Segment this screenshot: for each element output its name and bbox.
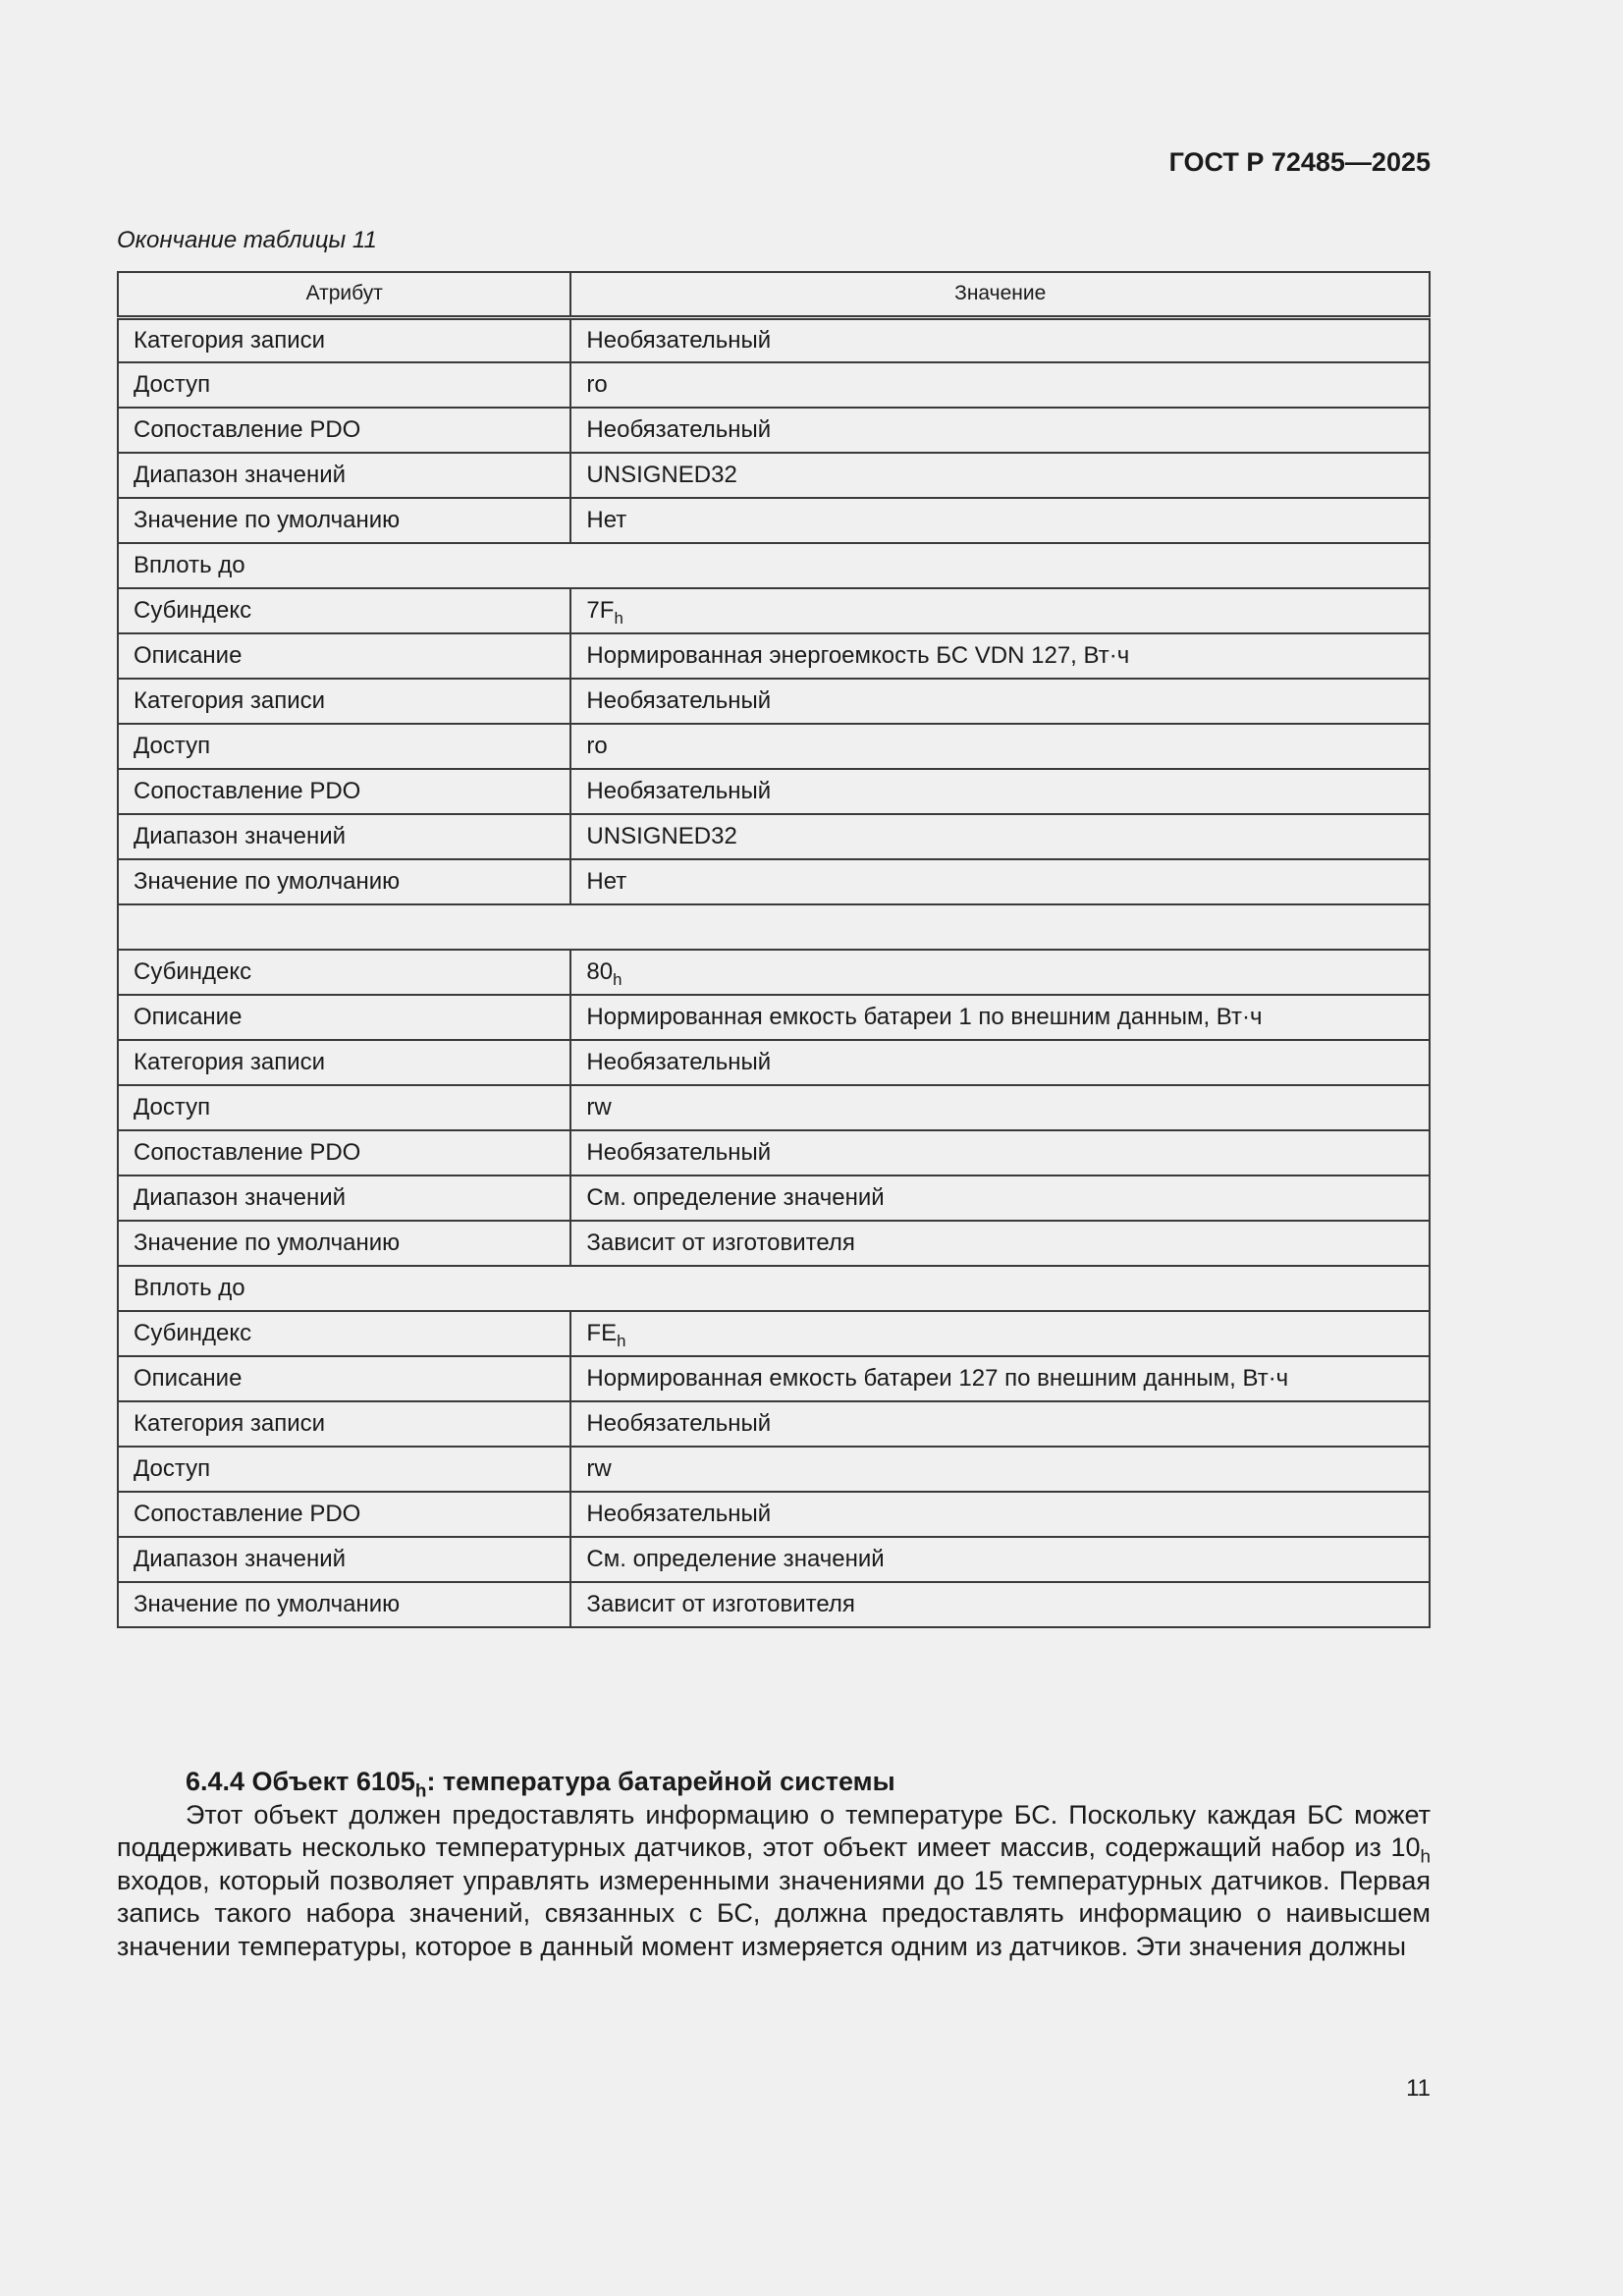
attribute-cell: Категория записи [118,679,570,724]
value-text: rw [586,1455,612,1482]
value-text: Необязательный [586,778,772,804]
value-cell [570,724,1430,769]
value-cell [570,633,1430,679]
value-cell [570,1311,1430,1356]
value-subscript: h [614,608,623,628]
value-text: 7F [586,597,615,624]
table-row [118,588,1430,633]
document-id: ГОСТ Р 72485—2025 [1168,147,1431,177]
value-text: Необязательный [586,1049,772,1075]
value-cell [570,950,1430,995]
table-row [118,1085,1430,1130]
column-header-attribute: Атрибут [118,272,570,317]
value-cell [570,317,1430,362]
table-header-row [118,272,1430,317]
paragraph-text-end: входов, который позволяет управлять измеренными значениями до 15 температурных датчиков. Первая запись такого набора значений, связанных с БС, должна предоставлять информацию о наивысшем значении температуры, которое в данный момент измеряется одним из датчиков. Эти значения должны [117,1865,1431,1961]
attribute-cell: Сопоставление PDO [118,1130,570,1175]
attribute-cell: Диапазон значений [118,814,570,859]
table-row [118,679,1430,724]
column-header-value: Значение [570,272,1430,317]
table-row [118,1221,1430,1266]
attribute-cell: Значение по умолчанию [118,498,570,543]
attribute-cell: Значение по умолчанию [118,859,570,904]
value-text: rw [586,1094,612,1121]
attribute-cell: Доступ [118,724,570,769]
table-row [118,1175,1430,1221]
attribute-cell: Описание [118,995,570,1040]
table-row [118,1130,1430,1175]
span-cell [118,904,1430,950]
value-cell [570,769,1430,814]
value-cell [570,859,1430,904]
value-cell [570,1537,1430,1582]
value-cell [570,362,1430,408]
attribute-cell: Описание [118,1356,570,1401]
table-row [118,859,1430,904]
attribute-cell: Субиндекс [118,950,570,995]
attribute-cell: Субиндекс [118,1311,570,1356]
attribute-cell: Доступ [118,362,570,408]
value-text: Нормированная емкость батареи 1 по внешним данным, Вт·ч [586,1004,1263,1030]
table-row [118,1447,1430,1492]
table-row [118,724,1430,769]
value-cell [570,1130,1430,1175]
table-body [118,317,1430,1627]
value-text: Нет [586,507,627,533]
section-6-4-4 [117,1766,1431,1963]
table-caption: Окончание таблицы 11 [117,227,377,253]
heading-subscript: h [414,1780,427,1802]
attribute-cell: Значение по умолчанию [118,1582,570,1627]
table-row [118,814,1430,859]
table-row [118,1311,1430,1356]
value-cell [570,1492,1430,1537]
value-text: ro [586,733,608,759]
value-cell [570,1582,1430,1627]
value-text: Необязательный [586,687,772,714]
value-cell [570,408,1430,453]
value-text: Нормированная емкость батареи 127 по внешним данным, Вт·ч [586,1365,1289,1392]
table-row [118,633,1430,679]
value-cell [570,679,1430,724]
attribute-cell: Категория записи [118,1040,570,1085]
value-subscript: h [613,969,622,989]
table-row [118,1537,1430,1582]
table-row [118,904,1430,950]
table-row [118,1356,1430,1401]
value-text: См. определение значений [586,1184,885,1211]
table-row [118,995,1430,1040]
attribute-cell: Диапазон значений [118,453,570,498]
span-cell: Вплоть до [118,543,1430,588]
table-row [118,362,1430,408]
value-text: UNSIGNED32 [586,462,737,488]
value-cell [570,1085,1430,1130]
value-subscript: h [617,1331,626,1350]
attribute-cell: Сопоставление PDO [118,1492,570,1537]
value-cell [570,1356,1430,1401]
table-row [118,498,1430,543]
table-row [118,1492,1430,1537]
table-row [118,1040,1430,1085]
value-text: UNSIGNED32 [586,823,737,849]
value-text: ro [586,371,608,398]
value-cell [570,1401,1430,1447]
paragraph-text: Этот объект должен предоставлять информацию о температуре БС. Поскольку каждая БС может поддерживать несколько температурных датчиков, этот объект имеет массив, содержащий набор из 10 [117,1799,1431,1862]
table-row [118,1582,1430,1627]
attribute-cell: Субиндекс [118,588,570,633]
table-row [118,453,1430,498]
table-row [118,769,1430,814]
table-row [118,1266,1430,1311]
value-text: Необязательный [586,1501,772,1527]
value-text: 80 [586,958,614,985]
table-row [118,408,1430,453]
value-cell [570,1175,1430,1221]
span-cell: Вплоть до [118,1266,1430,1311]
value-text: FE [586,1320,618,1346]
attribute-table [117,271,1431,1628]
value-cell [570,1221,1430,1266]
value-cell [570,1447,1430,1492]
value-cell [570,814,1430,859]
value-text: Необязательный [586,326,772,354]
value-cell [570,453,1430,498]
section-heading [117,1766,1431,1802]
attribute-cell: Категория записи [118,1401,570,1447]
page-number: 11 [1406,2075,1431,2102]
value-text: См. определение значений [586,1546,885,1572]
heading-text-end: : температура батарейной системы [426,1767,895,1796]
value-cell [570,498,1430,543]
attribute-cell: Диапазон значений [118,1537,570,1582]
paragraph-subscript: h [1420,1846,1431,1868]
value-text: Необязательный [586,1410,772,1437]
attribute-cell: Значение по умолчанию [118,1221,570,1266]
value-cell [570,995,1430,1040]
section-paragraph [117,1799,1431,1964]
value-cell [570,588,1430,633]
attribute-cell: Описание [118,633,570,679]
attribute-cell: Категория записи [118,317,570,362]
value-text: Зависит от изготовителя [586,1591,855,1617]
value-text: Нормированная энергоемкость БС VDN 127, Вт·ч [586,642,1130,669]
table-row [118,1401,1430,1447]
attribute-cell: Сопоставление PDO [118,769,570,814]
attribute-cell: Доступ [118,1085,570,1130]
heading-text: 6.4.4 Объект 6105 [186,1767,415,1796]
value-text: Необязательный [586,416,772,443]
attribute-cell: Доступ [118,1447,570,1492]
attribute-cell: Сопоставление PDO [118,408,570,453]
table-row [118,950,1430,995]
attribute-cell: Диапазон значений [118,1175,570,1221]
table-row [118,317,1430,362]
value-text: Зависит от изготовителя [586,1230,855,1256]
value-text: Нет [586,868,627,895]
value-text: Необязательный [586,1139,772,1166]
value-cell [570,1040,1430,1085]
table-row [118,543,1430,588]
